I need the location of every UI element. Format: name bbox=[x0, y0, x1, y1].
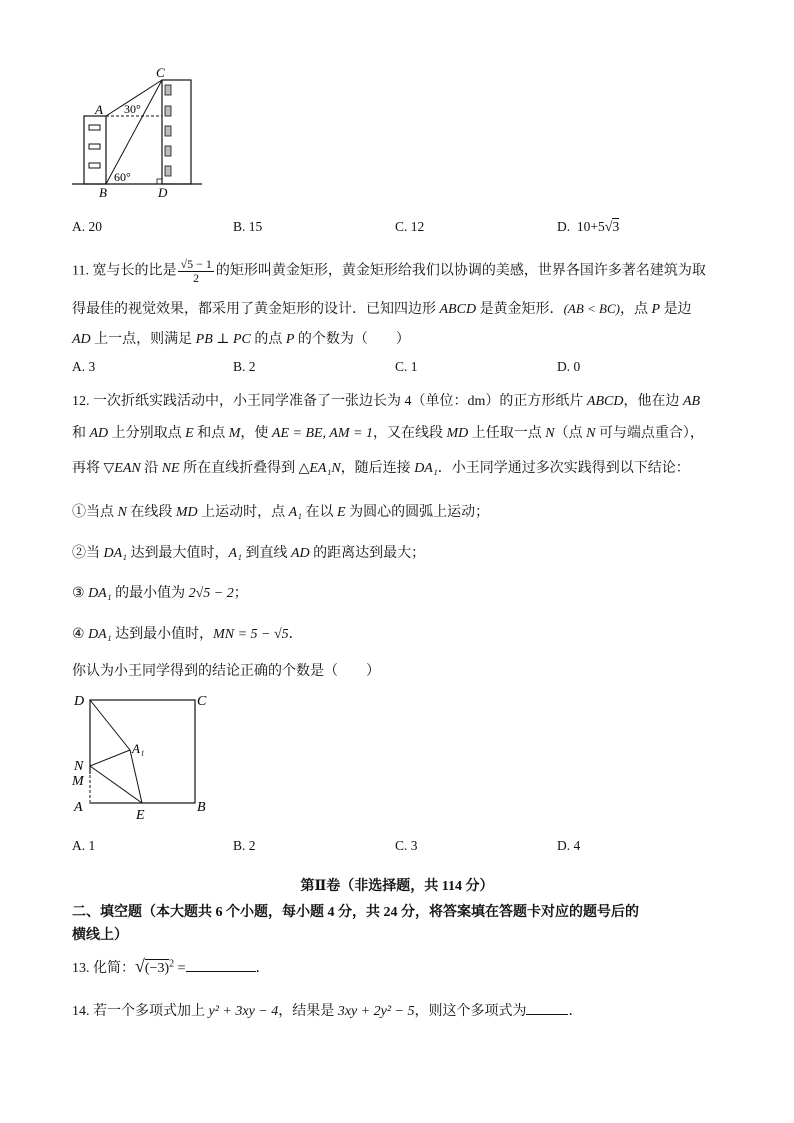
fig12-label-d: D bbox=[74, 694, 85, 709]
q10-option-d: D. 10+5√3 bbox=[557, 219, 620, 235]
q14-answer-blank[interactable] bbox=[526, 1014, 568, 1015]
q11-option-c: C. 1 bbox=[395, 359, 418, 374]
q12-line-1: 12. 一次折纸实践活动中，小王同学准备了一张边长为 4（单位：dm）的正方形纸片 ABCD，他在边 AB bbox=[72, 394, 701, 409]
q12-option-c: C. 3 bbox=[395, 838, 418, 853]
fig12-label-c: C bbox=[197, 694, 207, 709]
q11-option-a: A. 3 bbox=[72, 359, 96, 374]
fig12-label-e: E bbox=[136, 808, 145, 822]
q10-option-b: B. 15 bbox=[233, 219, 263, 234]
fig10-label-b: B bbox=[99, 185, 107, 200]
fig10-label-c: C bbox=[156, 65, 165, 80]
q10-figure bbox=[68, 64, 208, 204]
q11-option-b: B. 2 bbox=[233, 359, 256, 374]
fig10-label-a: A bbox=[95, 102, 103, 117]
q12-option-a: A. 1 bbox=[72, 838, 96, 853]
q12-line-2: 和 AD 上分别取点 E 和点 M，使 AE = BE, AM = 1，又在线段 MD 上任取一点 N（点 N 可与端点重合）， bbox=[72, 426, 704, 441]
q10-option-a: A. 20 bbox=[72, 219, 102, 234]
q11-line-3: AD 上一点，则满足 PB ⊥ PC 的点 P 的个数为（ ） bbox=[72, 332, 410, 347]
q13-line: 13. 化简：$√(-3)^2$ = ． bbox=[72, 956, 270, 976]
section2-heading-line2: 横线上） bbox=[72, 928, 128, 943]
q12-option-b: B. 2 bbox=[233, 838, 256, 853]
fig12-label-b: B bbox=[197, 800, 206, 815]
fig12-label-a1: A₁ bbox=[132, 741, 145, 756]
fig10-label-d: D bbox=[158, 185, 168, 200]
q13-answer-blank[interactable] bbox=[186, 971, 256, 972]
fig12-label-n: N bbox=[74, 759, 84, 774]
q12-conclusion-3: ③ DA₁ 的最小值为 2√5 − 2； bbox=[72, 586, 248, 601]
q12-conclusion-2: ②当 DA₁ 达到最大值时，A₁ 到直线 AD 的距离达到最大； bbox=[72, 546, 426, 561]
fig10-angle-60: 60° bbox=[114, 170, 131, 184]
q12-line-3: 再将 ▽EAN 沿 NE 所在直线折叠得到 △EA₁N，随后连接 DA₁．小王同学通过多次实践得到以下结论： bbox=[72, 461, 690, 476]
q12-figure bbox=[66, 690, 226, 822]
q10-option-c: C. 12 bbox=[395, 219, 425, 234]
q12-question: 你认为小王同学得到的结论正确的个数是（ ） bbox=[72, 664, 380, 679]
q11-line-2: 得最佳的视觉效果，都采用了黄金矩形的设计．已知四边形 ABCD 是黄金矩形．(AB < BC)，点 P 是边 bbox=[72, 301, 692, 317]
fig12-label-a: A bbox=[74, 800, 83, 815]
fig12-label-m: M bbox=[72, 774, 84, 789]
q14-line: 14. 若一个多项式加上 y² + 3xy − 4，结果是 3xy + 2y² − 5，则这个多项式为 ． bbox=[72, 1004, 583, 1019]
part2-title: 第Ⅱ卷（非选择题，共 114 分） bbox=[300, 879, 494, 894]
q11-option-d: D. 0 bbox=[557, 359, 581, 374]
section2-heading-line1: 二、填空题（本大题共 6 个小题，每小题 4 分，共 24 分，将答案填在答题卡对应的题号后的 bbox=[72, 905, 639, 920]
q12-option-d: D. 4 bbox=[557, 838, 581, 853]
q12-conclusion-4: ④ DA₁ 达到最小值时，MN = 5 − √5． bbox=[72, 627, 303, 642]
fig10-angle-30: 30° bbox=[124, 102, 141, 116]
q11-line-1: 11. 宽与长的比是 $\frac{√5 - 1}{2}$ 的矩形叫黄金矩形，黄金矩形给我们以协调的美感，世界各国许多著名建筑为取 bbox=[72, 257, 706, 285]
q12-conclusion-1: ①当点 N 在线段 MD 上运动时，点 A₁ 在以 E 为圆心的圆弧上运动； bbox=[72, 505, 490, 520]
golden-ratio-fraction: $\frac{√5 - 1}{2}$ bbox=[180, 257, 212, 285]
